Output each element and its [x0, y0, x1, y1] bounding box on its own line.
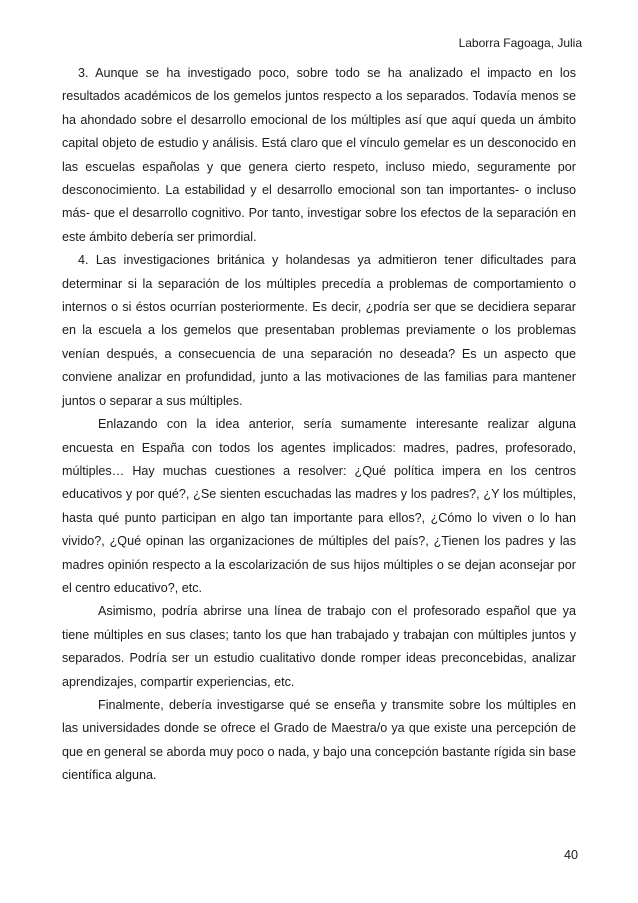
paragraph-survey-proposal: Enlazando con la idea anterior, sería sumamente interesante realizar alguna encuesta en España con todos los agentes implicados: madres, padres, profesorado, múltiples… Hay muchas cuestiones a resolver: ¿Qué política impera en los centros educativos y por qué?, ¿Se sienten escuchadas las madres y los padres?, ¿Y los múltiples, hasta qué punto participan en algo tan importante para ellos?, ¿Cómo lo viven o lo han vivido?, ¿Qué opinan las organizaciones de múltiples del país?, ¿Tienen los padres y las madres opinión respecto a la escolarización de sus hijos múltiples o se dejan aconsejar por el centro educativo?, etc.: [62, 417, 576, 595]
running-header-author: Laborra Fagoaga, Julia: [458, 36, 582, 50]
paragraph-point-3: 3. Aunque se ha investigado poco, sobre todo se ha analizado el impacto en los resultados académicos de los gemelos juntos respecto a los separados. Todavía menos se ha ahondado sobre el desarrollo emocional de los múltiples así que aquí queda un ámbito capital objeto de estudio y análisis. Está claro que el vínculo gemelar es un desconocido en las escuelas españolas y que genera cierto respeto, incluso miedo, seguramente por desconocimiento. La estabilidad y el desarrollo emocional son tan importantes- o incluso más- que el desarrollo cognitivo. Por tanto, investigar sobre los efectos de la separación en este ámbito debería ser primordial.: [62, 66, 576, 244]
paragraph-point-4: 4. Las investigaciones británica y holandesas ya admitieron tener dificultades para determinar si la separación de los múltiples precedía a problemas de comportamiento o internos o si éstos ocurrían posteriormente. Es decir, ¿podría ser que se decidiera separar en la escuela a los gemelos que presentaban problemas previamente o los problemas venían después, a consecuencia de una separación no deseada? Es un aspecto que conviene analizar en profundidad, junto a las motivaciones de las familias para mantener juntos o separar a sus múltiples.: [62, 253, 576, 408]
paragraph-university-research: Finalmente, debería investigarse qué se enseña y transmite sobre los múltiples en las universidades donde se ofrece el Grado de Maestra/o ya que existe una percepción de que en general se aborda muy poco o nada, y bajo una concepción bastante rígida sin base científica alguna.: [62, 697, 576, 783]
page-number: 40: [563, 848, 578, 862]
paragraph-teachers-research: Asimismo, podría abrirse una línea de trabajo con el profesorado español que ya tiene múltiples en sus clases; tanto los que han trabajado y trabajan con múltiples juntos y separados. Podría ser un estudio cualitativo donde romper ideas preconcebidas, analizar aprendizajes, compartir experiencias, etc.: [62, 604, 576, 689]
page-body: [62, 62, 576, 788]
